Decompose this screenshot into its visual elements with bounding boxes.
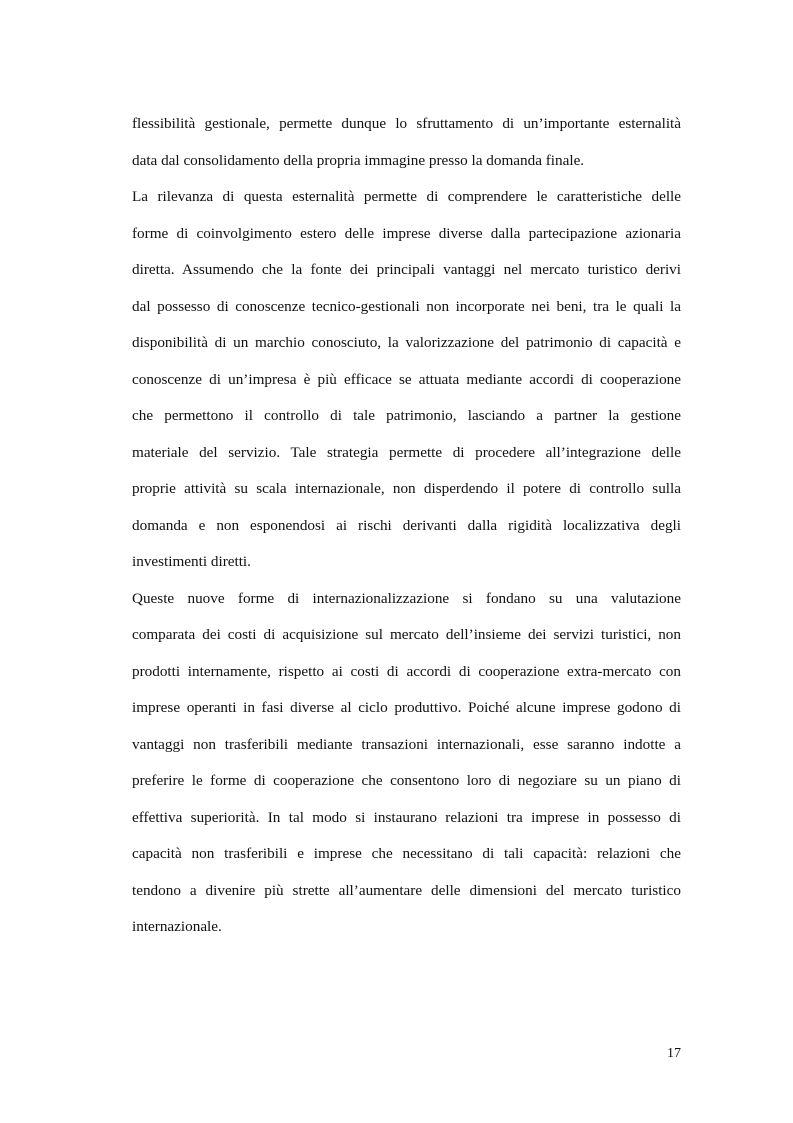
text-line: Queste nuove forme di internazionalizzazione si fondano su una valutazione <box>132 589 681 607</box>
text-line: vantaggi non trasferibili mediante transazioni internazionali, esse saranno indotte a <box>132 735 681 753</box>
paragraph-internationalization <box>132 581 681 946</box>
text-line: effettiva superiorità. In tal modo si instaurano relazioni tra imprese in possesso di <box>132 808 681 826</box>
text-line: capacità non trasferibili e imprese che necessitano di tali capacità: relazioni che <box>132 845 681 862</box>
paragraph-continuation <box>132 106 681 179</box>
text-line: che permettono il controllo di tale patrimonio, lasciando a partner la gestione <box>132 407 681 424</box>
text-line: proprie attività su scala internazionale, non disperdendo il potere di controllo sulla <box>132 480 681 497</box>
text-line: materiale del servizio. Tale strategia permette di procedere all’integrazione delle <box>132 443 681 461</box>
text-line: diretta. Assumendo che la fonte dei principali vantaggi nel mercato turistico derivi <box>132 261 681 278</box>
text-line: disponibilità di un marchio conosciuto, la valorizzazione del patrimonio di capacità e <box>132 334 681 351</box>
text-line: forme di coinvolgimento estero delle imprese diverse dalla partecipazione azionaria <box>132 224 681 242</box>
text-line: investimenti diretti. <box>132 553 251 570</box>
text-line: comparata dei costi di acquisizione sul mercato dell’insieme dei servizi turistici, non <box>132 626 681 643</box>
text-line: La rilevanza di questa esternalità permette di comprendere le caratteristiche delle <box>132 188 681 205</box>
text-line: prodotti internamente, rispetto ai costi di accordi di cooperazione extra-mercato con <box>132 662 681 680</box>
text-line: preferire le forme di cooperazione che consentono loro di negoziare su un piano di <box>132 772 681 789</box>
text-line: conoscenze di un’impresa è più efficace se attuata mediante accordi di cooperazione <box>132 370 681 388</box>
text-line: data dal consolidamento della propria immagine presso la domanda finale. <box>132 151 585 169</box>
text-line: flessibilità gestionale, permette dunque lo sfruttamento di un’importante esternalità <box>132 115 681 132</box>
page-number: 17 <box>667 1046 681 1061</box>
text-line: internazionale. <box>132 918 222 935</box>
text-line: domanda e non esponendosi ai rischi derivanti dalla rigidità localizzativa degli <box>132 516 681 534</box>
text-line: tendono a divenire più strette all’aumentare delle dimensioni del mercato turistico <box>132 881 681 899</box>
text-line: imprese operanti in fasi diverse al ciclo produttivo. Poiché alcune imprese godono di <box>132 699 681 716</box>
text-line: dal possesso di conoscenze tecnico-gestionali non incorporate nei beni, tra le quali la <box>132 297 681 315</box>
paragraph-externality <box>132 179 681 581</box>
page-body <box>132 106 681 946</box>
